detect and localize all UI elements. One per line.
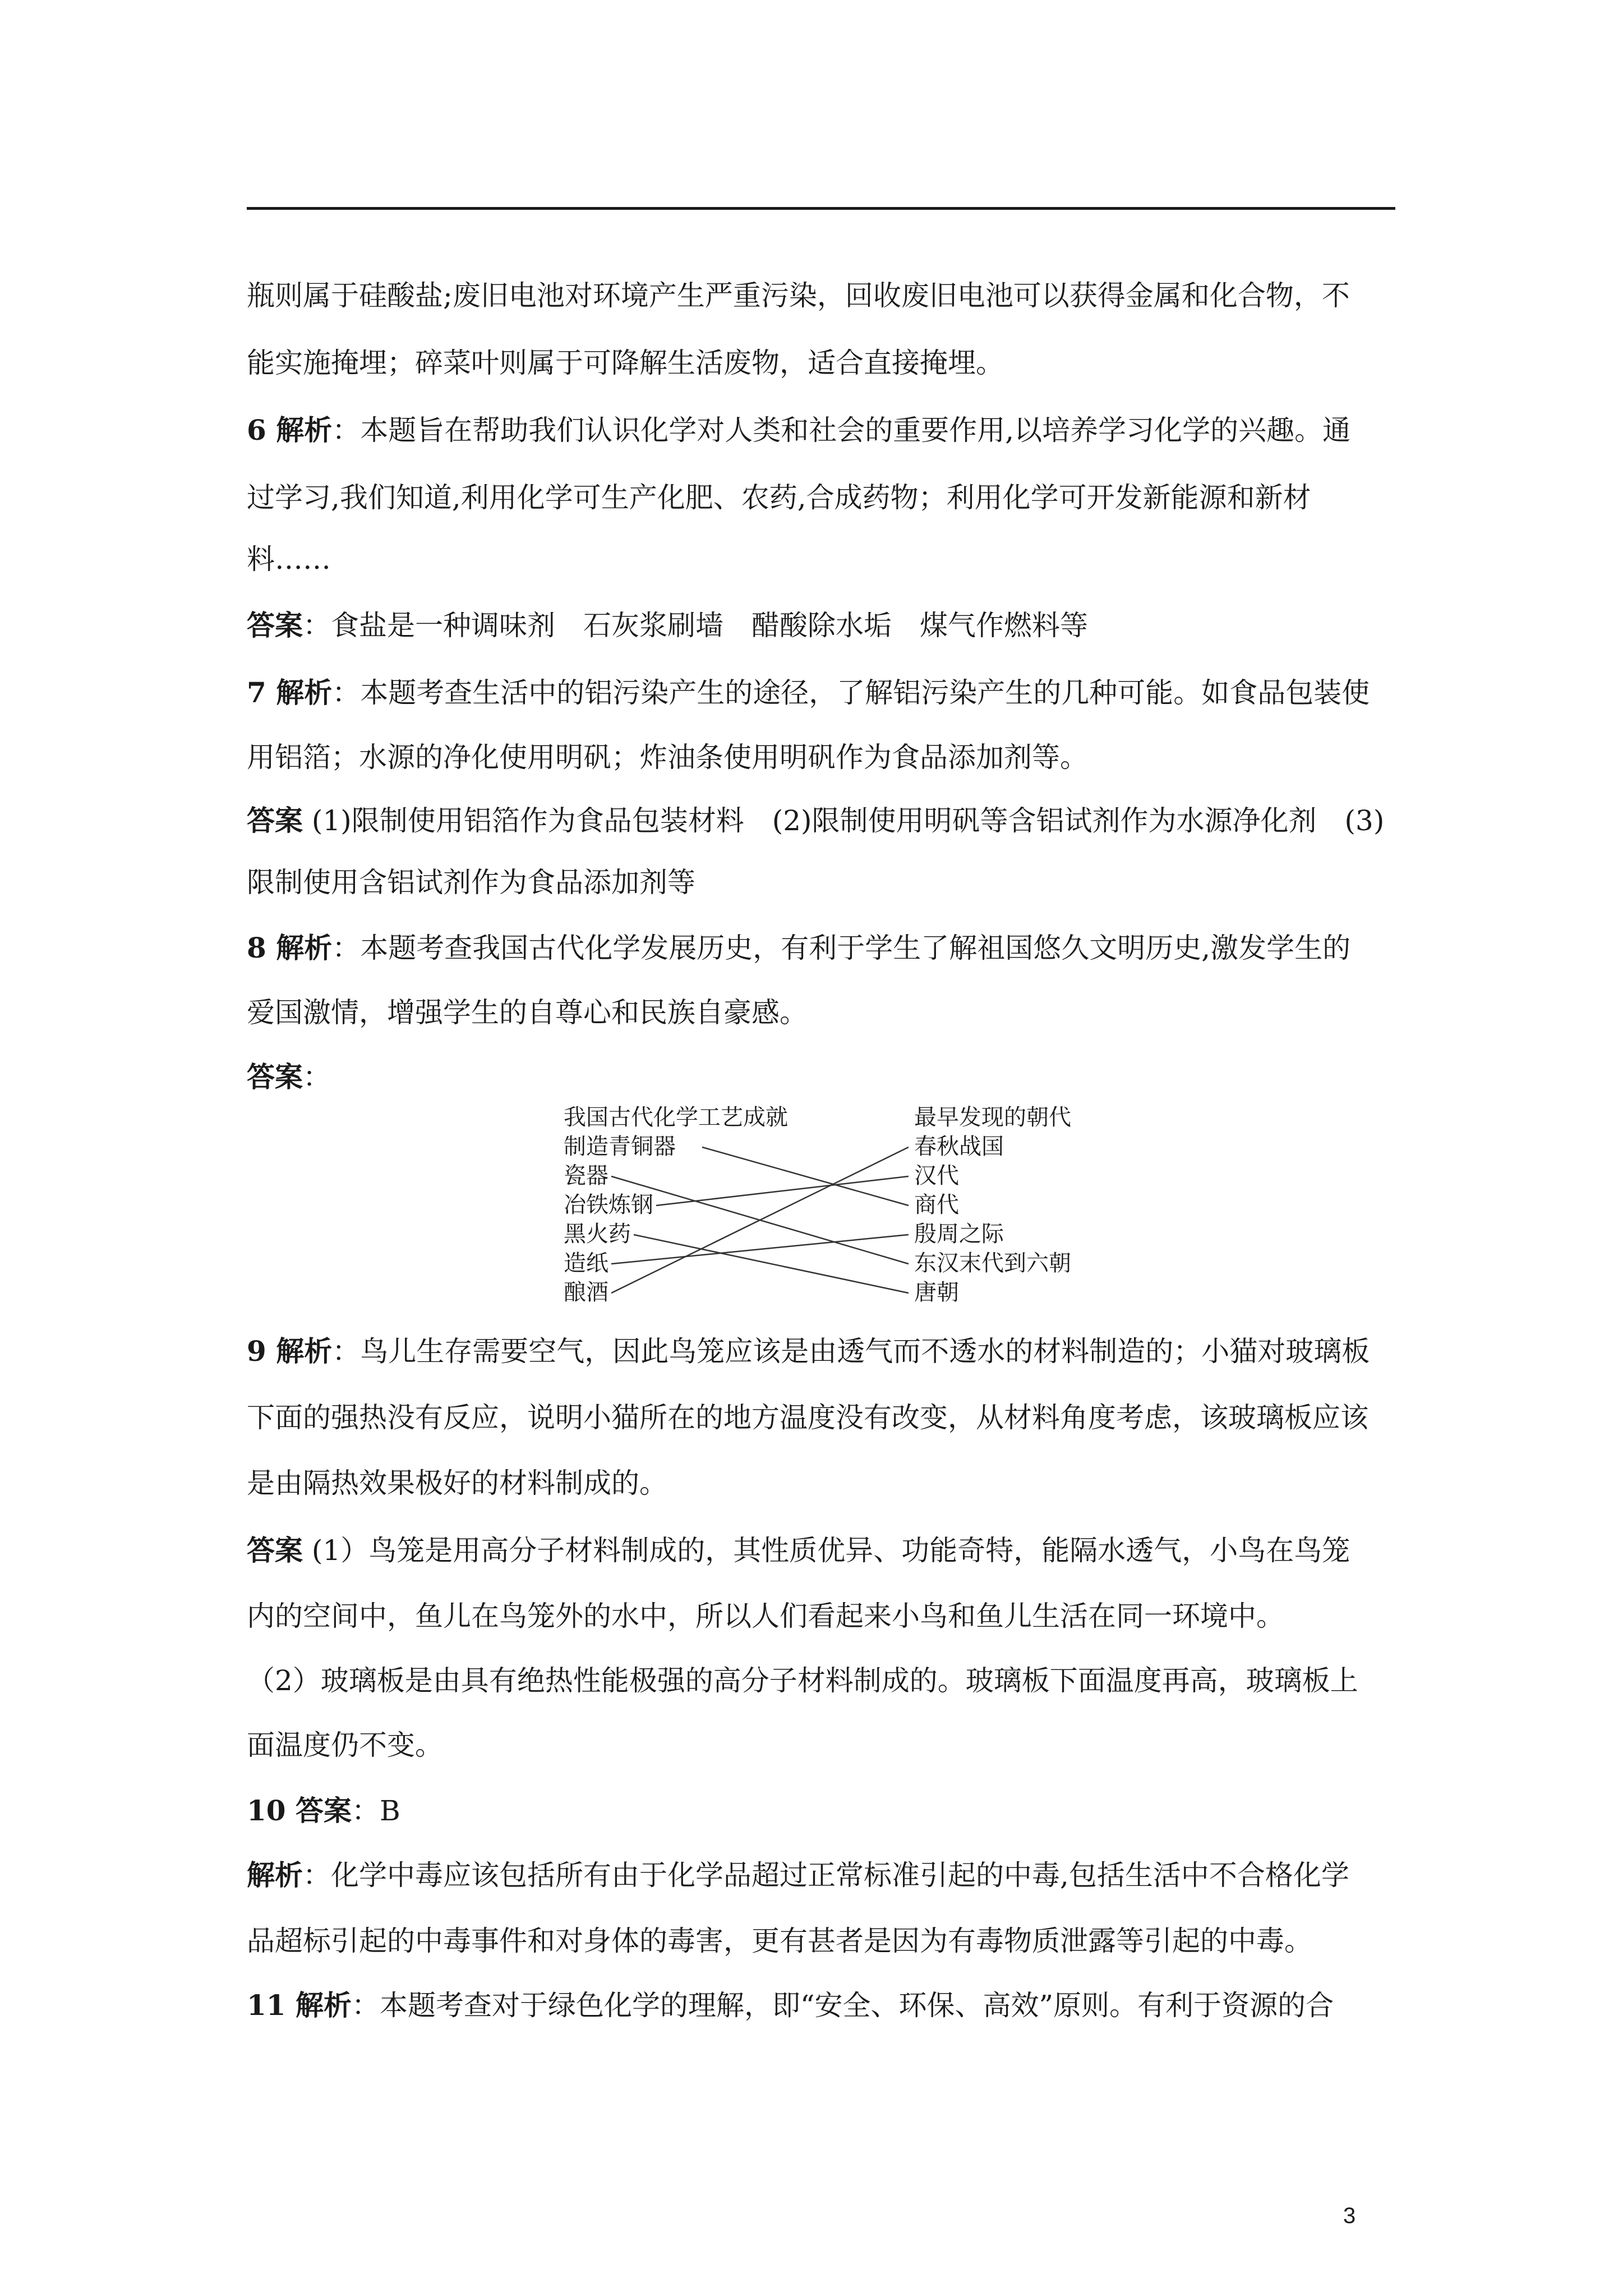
text-line: 内的空间中，鱼儿在鸟笼外的水中，所以人们看起来小鸟和鱼儿生活在同一环境中。 xyxy=(247,1600,1284,1632)
matching-link-line xyxy=(611,1147,909,1293)
right-item: 商代 xyxy=(914,1192,959,1218)
right-item: 唐朝 xyxy=(914,1280,959,1305)
right-item: 殷周之际 xyxy=(914,1221,1004,1247)
text-line: 能实施掩埋；碎菜叶则属于可降解生活废物，适合直接掩埋。 xyxy=(247,347,1004,379)
answer-9: 答案 (1）鸟笼是用高分子材料制成的，其性质优异、功能奇特，能隔水透气，小鸟在鸟笼 xyxy=(247,1534,1350,1567)
matching-diagram xyxy=(555,1102,1094,1315)
text-line: 用铝箔；水源的净化使用明矾；炸油条使用明矾作为食品添加剂等。 xyxy=(247,741,1088,774)
left-item: 瓷器 xyxy=(564,1163,608,1189)
text-line: 品超标引起的中毒事件和对身体的毒害，更有甚者是因为有毒物质泄露等引起的中毒。 xyxy=(247,1925,1312,1957)
left-item: 造纸 xyxy=(564,1250,608,1276)
answer-6: 答案：食盐是一种调味剂 石灰浆刷墙 醋酸除水垢 煤气作燃料等 xyxy=(247,609,1088,642)
left-item: 制造青铜器 xyxy=(564,1134,676,1159)
text-line: 限制使用含铝试剂作为食品添加剂等 xyxy=(247,866,695,899)
text-line: 爱国激情，增强学生的自尊心和民族自豪感。 xyxy=(247,996,808,1029)
header-rule xyxy=(247,207,1395,210)
text-line: 瓶则属于硅酸盐;废旧电池对环境产生严重污染，回收废旧电池可以获得金属和化合物，不 xyxy=(247,279,1350,312)
analysis-10: 解析：化学中毒应该包括所有由于化学品超过正常标准引起的中毒,包括生活中不合格化学 xyxy=(247,1858,1349,1892)
section-heading-9: 9 解析：鸟儿生存需要空气，因此鸟笼应该是由透气而不透水的材料制造的；小猫对玻璃板 xyxy=(247,1335,1370,1368)
text-line: （2）玻璃板是由具有绝热性能极强的高分子材料制成的。玻璃板下面温度再高，玻璃板上 xyxy=(247,1664,1358,1697)
left-item: 酿酒 xyxy=(564,1280,608,1305)
answer-10: 10 答案：B xyxy=(247,1794,400,1827)
left-item: 冶铁炼钢 xyxy=(564,1192,653,1218)
section-heading-11: 11 解析：本题考查对于绿色化学的理解，即“安全、环保、高效”原则。有利于资源的合 xyxy=(247,1989,1334,2022)
answer-7: 答案 (1)限制使用铝箔作为食品包装材料 (2)限制使用明矾等含铝试剂作为水源净化剂 (3) xyxy=(247,804,1385,837)
right-item: 东汉末代到六朝 xyxy=(914,1250,1071,1276)
left-header: 我国古代化学工艺成就 xyxy=(564,1105,788,1130)
answer-8: 答案： xyxy=(247,1060,331,1093)
section-heading-8: 8 解析：本题考查我国古代化学发展历史，有利于学生了解祖国悠久文明历史,激发学生的 xyxy=(247,931,1351,964)
section-heading-7: 7 解析：本题考查生活中的铝污染产生的途径，了解铝污染产生的几种可能。如食品包装使 xyxy=(247,676,1370,709)
right-header: 最早发现的朝代 xyxy=(914,1105,1071,1130)
text-line: 面温度仍不变。 xyxy=(247,1729,443,1761)
right-item: 春秋战国 xyxy=(914,1134,1004,1159)
matching-link-line xyxy=(634,1235,909,1293)
text-line: 是由隔热效果极好的材料制成的。 xyxy=(247,1467,667,1499)
text-line: 过学习,我们知道,利用化学可生产化肥、农药,合成药物；利用化学可开发新能源和新材 xyxy=(247,481,1311,514)
text-line: 下面的强热没有反应，说明小猫所在的地方温度没有改变，从材料角度考虑，该玻璃板应该 xyxy=(247,1401,1368,1434)
text-line: 料…… xyxy=(247,543,331,576)
left-item: 黑火药 xyxy=(564,1221,631,1247)
page-number: 3 xyxy=(1343,2203,1356,2228)
matching-link-line xyxy=(656,1176,909,1205)
right-item: 汉代 xyxy=(914,1163,959,1189)
section-heading-6: 6 解析：本题旨在帮助我们认识化学对人类和社会的重要作用,以培养学习化学的兴趣。通 xyxy=(247,413,1351,447)
